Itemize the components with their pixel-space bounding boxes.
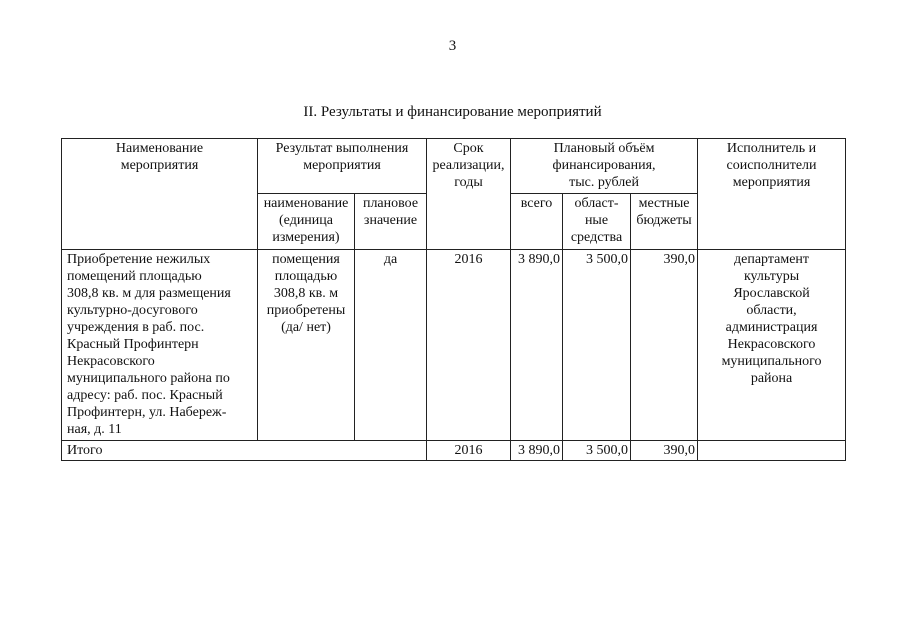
result-name: помещения площадью 308,8 кв. м приобретены (да/ нет) <box>258 250 355 441</box>
header-funding-total: всего <box>511 194 563 250</box>
header-result: Результат выполнения мероприятия <box>258 139 427 194</box>
table-row <box>62 250 846 441</box>
header-term: Срок реализации, годы <box>427 139 511 250</box>
executor-value: департамент культуры Ярославской области, администрация Некрасовского муниципального района <box>698 250 846 441</box>
term-value: 2016 <box>427 250 511 441</box>
header-funding: Плановый объём финансирования, тыс. рублей <box>511 139 698 194</box>
event-name: Приобретение нежилых помещений площадью 308,8 кв. м для размещения культурно-досугового учреждения в раб. пос. Красный Профинтерн Некрасовского муниципального района по адресу: раб. пос. Красный Профинтерн, ул. Набереж- ная, д. 11 <box>62 250 258 441</box>
header-executor: Исполнитель и соисполнители мероприятия <box>698 139 846 250</box>
total-row <box>62 441 846 461</box>
header-funding-regional: област- ные средства <box>563 194 631 250</box>
financing-table <box>61 138 846 461</box>
header-result-name: наименование (единица измерения) <box>258 194 355 250</box>
header-funding-local: местные бюджеты <box>631 194 698 250</box>
total-value: 3 890,0 <box>511 250 563 441</box>
total-label: Итого <box>62 441 427 461</box>
header-name: Наименование мероприятия <box>62 139 258 250</box>
total-regional: 3 500,0 <box>563 441 631 461</box>
local-value: 390,0 <box>631 250 698 441</box>
header-result-plan: плановое значение <box>355 194 427 250</box>
total-local: 390,0 <box>631 441 698 461</box>
total-sum: 3 890,0 <box>511 441 563 461</box>
page-number: 3 <box>448 38 457 54</box>
section-title: II. Результаты и финансирование мероприятий <box>303 104 602 120</box>
regional-value: 3 500,0 <box>563 250 631 441</box>
result-plan-value: да <box>355 250 427 441</box>
total-term: 2016 <box>427 441 511 461</box>
total-executor <box>698 441 846 461</box>
header-row-1 <box>62 139 846 194</box>
